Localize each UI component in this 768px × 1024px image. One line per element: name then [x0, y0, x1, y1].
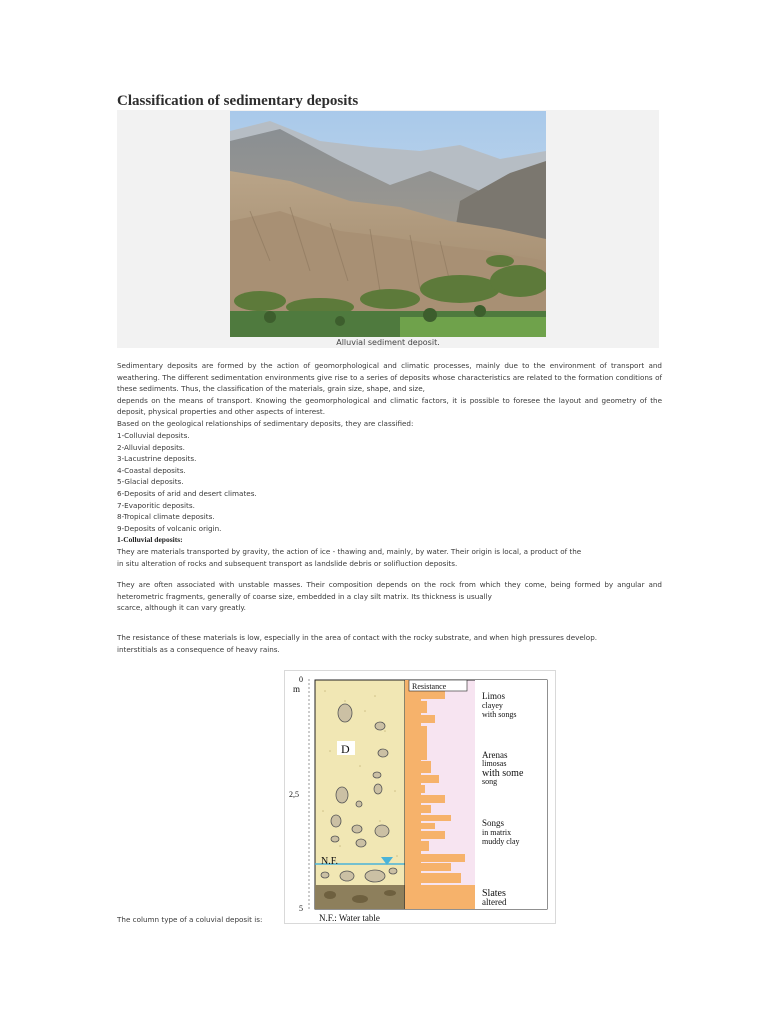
layer-3-line: Songs	[482, 818, 505, 828]
column-diagram	[285, 671, 555, 923]
depth-label-mid: 2,5	[289, 790, 299, 799]
colluvial-paragraph: They are materials transported by gravity, the action of ice - thawing and, mainly, by water. Their origin is local, a product of the	[117, 546, 582, 556]
list-item: 6-Deposits of arid and desert climates.	[117, 488, 257, 498]
layer-2-line: limosas	[482, 759, 507, 768]
alluvial-figure	[117, 110, 659, 348]
paragraph-line: The resistance of these materials is low, especially in the area of contact with the rocky substrate, and when high pressures develop.	[117, 633, 598, 642]
column-caption: The column type of a coluvial deposit is:	[117, 915, 263, 924]
list-item: 3-Lacustrine deposits.	[117, 454, 197, 464]
list-item: 1-Colluvial deposits.	[117, 431, 190, 440]
intro-section	[117, 360, 662, 430]
colluvial-paragraph-2	[117, 579, 662, 614]
layer-2-line: song	[482, 777, 498, 786]
resistance-label: Resistance	[412, 682, 447, 691]
alluvial-photo	[230, 111, 546, 337]
list-item: 8-Tropical climate deposits.	[117, 512, 215, 522]
colluvial-paragraph: in situ alteration of rocks and subsequent transport as landslide debris or solifluction deposits.	[117, 558, 458, 568]
intro-paragraph: Based on the geological relationships of sedimentary deposits, they are classified:	[117, 418, 414, 428]
layer-4-line: altered	[482, 897, 507, 907]
layer-1-line: clayey	[482, 701, 503, 710]
depth-label-top: 0	[299, 675, 303, 684]
list-item: 7-Evaporitic deposits.	[117, 500, 195, 510]
deposit-label: D	[341, 742, 350, 756]
layer-1-line: with songs	[482, 710, 517, 719]
figure-caption: Alluvial sediment deposit.	[336, 338, 440, 347]
column-footer: N.F.: Water table	[319, 913, 380, 923]
layer-3-line: in matrix	[482, 828, 512, 837]
depth-label-bottom: 5	[299, 904, 303, 913]
list-item: 5-Glacial deposits.	[117, 477, 184, 487]
colluvial-heading: 1-Colluvial deposits:	[117, 535, 183, 545]
colluvial-paragraph-3	[117, 632, 662, 655]
intro-paragraph: Sedimentary deposits are formed by the action of geomorphological and climatic processes, mainly due to the environment of transport and weathering. The different sedimentation environments give rise to a series of deposits whose characteristics are related to the formation conditions of these sediments. Thus, the classification of the materials, grain size, shape, and size,	[117, 361, 662, 394]
layer-1-line: Limos	[482, 691, 506, 701]
layer-2-line: with some	[482, 768, 524, 779]
layer-3-line: muddy clay	[482, 837, 520, 846]
colluvial-column-figure	[284, 670, 556, 924]
list-item: 2-Alluvial deposits.	[117, 442, 185, 452]
list-item: 4-Coastal deposits.	[117, 465, 186, 475]
water-level-label: N.F.	[321, 856, 338, 867]
depth-unit: m	[293, 684, 301, 694]
list-item: 9-Deposits of volcanic origin.	[117, 523, 222, 533]
layer-4-line: Slates	[482, 888, 506, 899]
layer-2-line: Arenas	[482, 750, 508, 760]
paragraph-line: They are often associated with unstable masses. Their composition depends on the rock from which they come, being formed by angular and heterometric fragments, generally of coarse size, embedded in a clay silt matrix. Its thickness is usually	[117, 580, 662, 601]
intro-paragraph: depends on the means of transport. Knowing the geomorphological and climatic factors, it is possible to foresee the layout and geometry of the deposit, physical properties and other aspects of interest.	[117, 395, 662, 417]
page-title: Classification of sedimentary deposits	[117, 93, 359, 109]
paragraph-line: scarce, although it can vary greatly.	[117, 603, 246, 613]
paragraph-line: interstitials as a consequence of heavy rains.	[117, 644, 280, 654]
deposit-list	[117, 430, 662, 569]
